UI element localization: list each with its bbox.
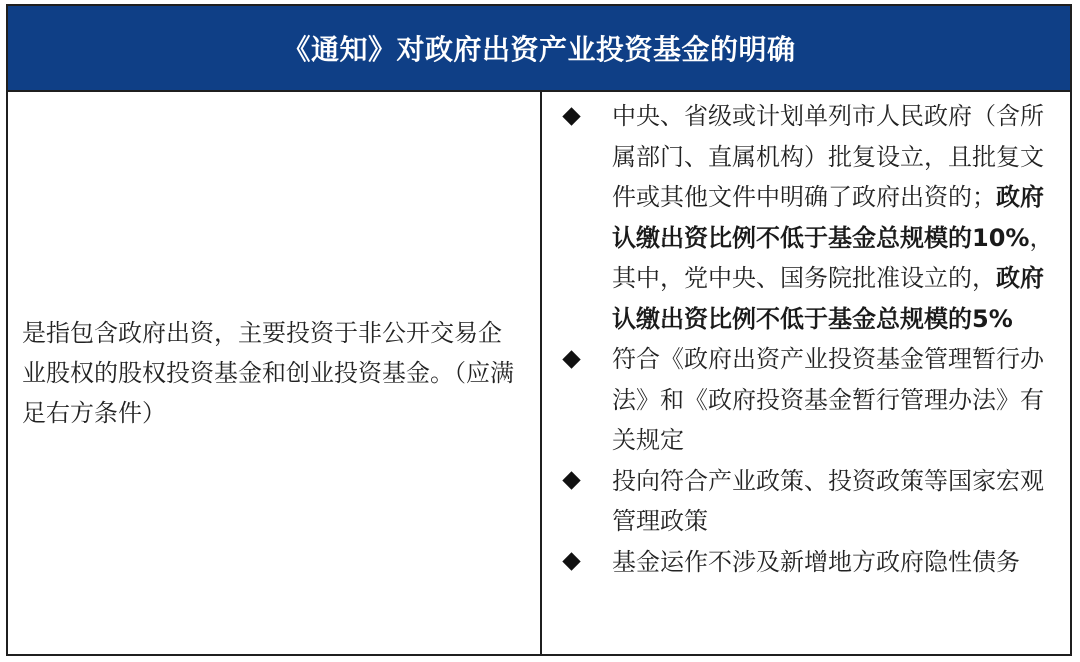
condition-text: ，其中，党中央、国务院批准设立的，: [612, 223, 1054, 292]
condition-text: 中央、省级或计划单列市人民政府（含所属部门、直属机构）批复设立，且批复文件或其他文件中明确了政府出资的；: [612, 102, 1044, 211]
condition-emphasis: 政府认缴出资比例不低于基金总规模的5%: [612, 264, 1044, 333]
table-title: 《通知》对政府出资产业投资基金的明确: [282, 33, 796, 66]
diamond-bullet-icon: [560, 105, 582, 127]
condition-item: [560, 542, 1054, 583]
condition-item: [560, 96, 1054, 339]
diamond-bullet-icon: [560, 470, 582, 492]
condition-emphasis: 政府认缴出资比例不低于基金总规模的10%: [612, 183, 1044, 252]
diamond-bullet-icon: [560, 348, 582, 370]
condition-item: [560, 461, 1054, 542]
definition-cell: [8, 92, 542, 654]
condition-text: 投向符合产业政策、投资政策等国家宏观管理政策: [612, 466, 1044, 535]
table-header: [8, 6, 1070, 92]
diamond-bullet-icon: [560, 551, 582, 573]
condition-text: 基金运作不涉及新增地方政府隐性债务: [612, 547, 1020, 576]
condition-item: [560, 339, 1054, 461]
policy-table: [6, 4, 1072, 656]
definition-text: 是指包含政府出资，主要投资于非公开交易企业股权的股权投资基金和创业投资基金。（应满足右方条件）: [22, 319, 514, 427]
condition-text: 符合《政府出资产业投资基金管理暂行办法》和《政府投资基金暂行管理办法》有关规定: [612, 345, 1044, 454]
conditions-cell: [542, 92, 1070, 654]
